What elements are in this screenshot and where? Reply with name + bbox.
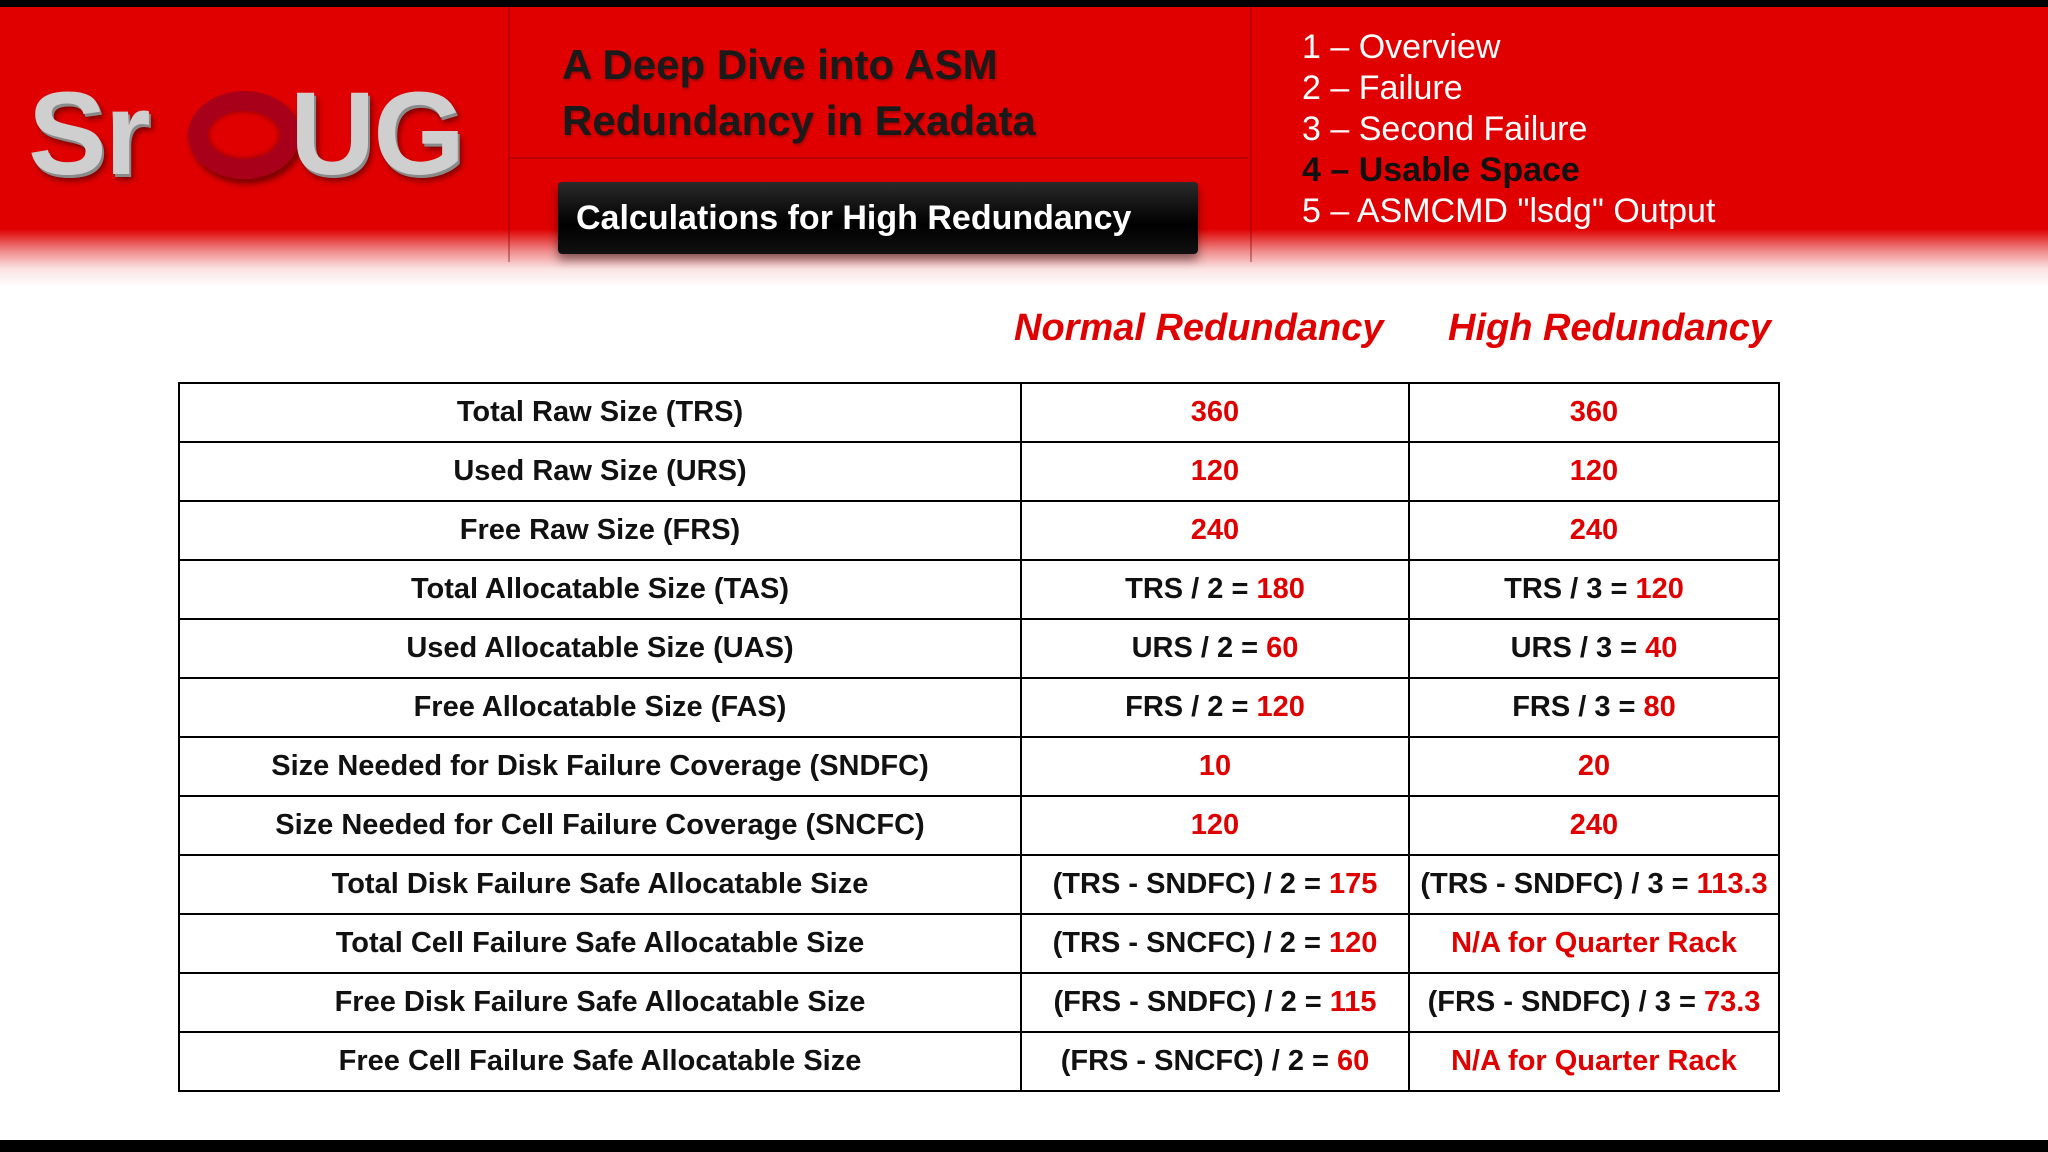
agenda-item: 3 – Second Failure <box>1302 110 1588 148</box>
header-divider <box>1250 7 1252 262</box>
cell-formula: (FRS - SNDFC) / 2 = <box>1053 986 1330 1018</box>
table-row <box>179 501 1779 560</box>
cell-value: N/A for Quarter Rack <box>1451 927 1737 959</box>
slide-title <box>562 37 1122 149</box>
cell-value: 120 <box>1190 809 1240 841</box>
cell-high <box>1409 383 1779 442</box>
cell-formula: (TRS - SNDFC) / 3 = <box>1420 868 1697 900</box>
slide-subtitle: Calculations for High Redundancy <box>576 199 1132 237</box>
logo-ring-icon <box>188 91 300 179</box>
cell-value: 60 <box>1337 1045 1370 1077</box>
cell-high <box>1409 501 1779 560</box>
table-row <box>179 619 1779 678</box>
agenda-list <box>1302 27 2002 232</box>
cell-value: 120 <box>1256 691 1305 723</box>
agenda-item: 1 – Overview <box>1302 28 1501 66</box>
cell-value: 120 <box>1190 455 1240 487</box>
slide <box>0 7 2048 1140</box>
cell-formula: (TRS - SNDFC) / 2 = <box>1052 868 1329 900</box>
cell-value: 240 <box>1190 514 1240 546</box>
row-label: Total Raw Size (TRS) <box>179 383 1021 442</box>
cell-value: 180 <box>1256 573 1305 605</box>
subtitle-banner <box>558 182 1198 254</box>
row-label: Free Cell Failure Safe Allocatable Size <box>179 1032 1021 1091</box>
cell-formula: FRS / 2 = <box>1125 691 1257 723</box>
cell-normal <box>1021 560 1409 619</box>
cell-formula: URS / 3 = <box>1510 632 1646 664</box>
row-label: Size Needed for Cell Failure Coverage (SNCFC) <box>179 796 1021 855</box>
cell-normal <box>1021 855 1409 914</box>
table-row <box>179 855 1779 914</box>
cell-high <box>1409 973 1779 1032</box>
srcug-logo <box>28 69 488 199</box>
row-label: Total Cell Failure Safe Allocatable Size <box>179 914 1021 973</box>
agenda-item: 2 – Failure <box>1302 69 1463 107</box>
cell-value: 360 <box>1569 396 1619 428</box>
cell-high <box>1409 737 1779 796</box>
row-label: Used Raw Size (URS) <box>179 442 1021 501</box>
cell-normal <box>1021 973 1409 1032</box>
table-row <box>179 678 1779 737</box>
agenda-item: 5 – ASMCMD "lsdg" Output <box>1302 192 1716 230</box>
cell-high <box>1409 619 1779 678</box>
cell-high <box>1409 678 1779 737</box>
cell-value: 120 <box>1569 455 1619 487</box>
slide-header <box>0 7 2048 287</box>
title-line-1: A Deep Dive into ASM <box>562 41 998 88</box>
table-row <box>179 737 1779 796</box>
cell-value: 240 <box>1569 809 1619 841</box>
cell-formula: (FRS - SNCFC) / 2 = <box>1060 1045 1338 1077</box>
row-label: Total Allocatable Size (TAS) <box>179 560 1021 619</box>
cell-high <box>1409 855 1779 914</box>
table-row <box>179 1032 1779 1091</box>
cell-normal <box>1021 501 1409 560</box>
row-label: Size Needed for Disk Failure Coverage (SNDFC) <box>179 737 1021 796</box>
table-row <box>179 560 1779 619</box>
row-label: Total Disk Failure Safe Allocatable Size <box>179 855 1021 914</box>
cell-formula: TRS / 2 = <box>1125 573 1257 605</box>
cell-high <box>1409 560 1779 619</box>
cell-value: 60 <box>1266 632 1299 664</box>
row-label: Free Allocatable Size (FAS) <box>179 678 1021 737</box>
cell-high <box>1409 1032 1779 1091</box>
header-divider <box>508 7 510 262</box>
cell-high <box>1409 914 1779 973</box>
cell-value: 20 <box>1577 750 1611 782</box>
row-label: Free Disk Failure Safe Allocatable Size <box>179 973 1021 1032</box>
cell-normal <box>1021 737 1409 796</box>
header-divider <box>510 157 1248 159</box>
cell-value: 175 <box>1328 868 1378 900</box>
cell-value: 240 <box>1569 514 1619 546</box>
redundancy-table <box>178 382 1780 1092</box>
cell-value: 120 <box>1328 927 1378 959</box>
cell-normal <box>1021 1032 1409 1091</box>
cell-formula: TRS / 3 = <box>1504 573 1636 605</box>
cell-formula: FRS / 3 = <box>1512 691 1644 723</box>
cell-normal <box>1021 678 1409 737</box>
cell-high <box>1409 442 1779 501</box>
cell-value: 10 <box>1198 750 1232 782</box>
cell-value: 113.3 <box>1696 868 1768 900</box>
table-row <box>179 383 1779 442</box>
cell-value: 40 <box>1645 632 1678 664</box>
cell-normal <box>1021 619 1409 678</box>
column-header-normal: Normal Redundancy <box>1014 307 1384 349</box>
table-row <box>179 796 1779 855</box>
cell-value: N/A for Quarter Rack <box>1451 1045 1737 1077</box>
cell-formula: (TRS - SNCFC) / 2 = <box>1052 927 1329 959</box>
cell-value: 80 <box>1643 691 1676 723</box>
cell-normal <box>1021 914 1409 973</box>
cell-normal <box>1021 442 1409 501</box>
row-label: Used Allocatable Size (UAS) <box>179 619 1021 678</box>
column-header-high: High Redundancy <box>1448 307 1772 349</box>
cell-normal <box>1021 796 1409 855</box>
cell-formula: URS / 2 = <box>1131 632 1267 664</box>
logo-text-prefix: Sr <box>28 68 149 200</box>
cell-formula: (FRS - SNDFC) / 3 = <box>1427 986 1704 1018</box>
agenda-item: 4 – Usable Space <box>1302 151 1580 189</box>
table-row <box>179 914 1779 973</box>
cell-high <box>1409 796 1779 855</box>
logo-text-suffix: UG <box>290 68 463 200</box>
cell-value: 73.3 <box>1703 986 1761 1018</box>
table-row <box>179 973 1779 1032</box>
table-row <box>179 442 1779 501</box>
title-line-2: Redundancy in Exadata <box>562 97 1036 144</box>
row-label: Free Raw Size (FRS) <box>179 501 1021 560</box>
cell-normal <box>1021 383 1409 442</box>
cell-value: 115 <box>1329 986 1377 1018</box>
cell-value: 120 <box>1635 573 1684 605</box>
cell-value: 360 <box>1190 396 1240 428</box>
